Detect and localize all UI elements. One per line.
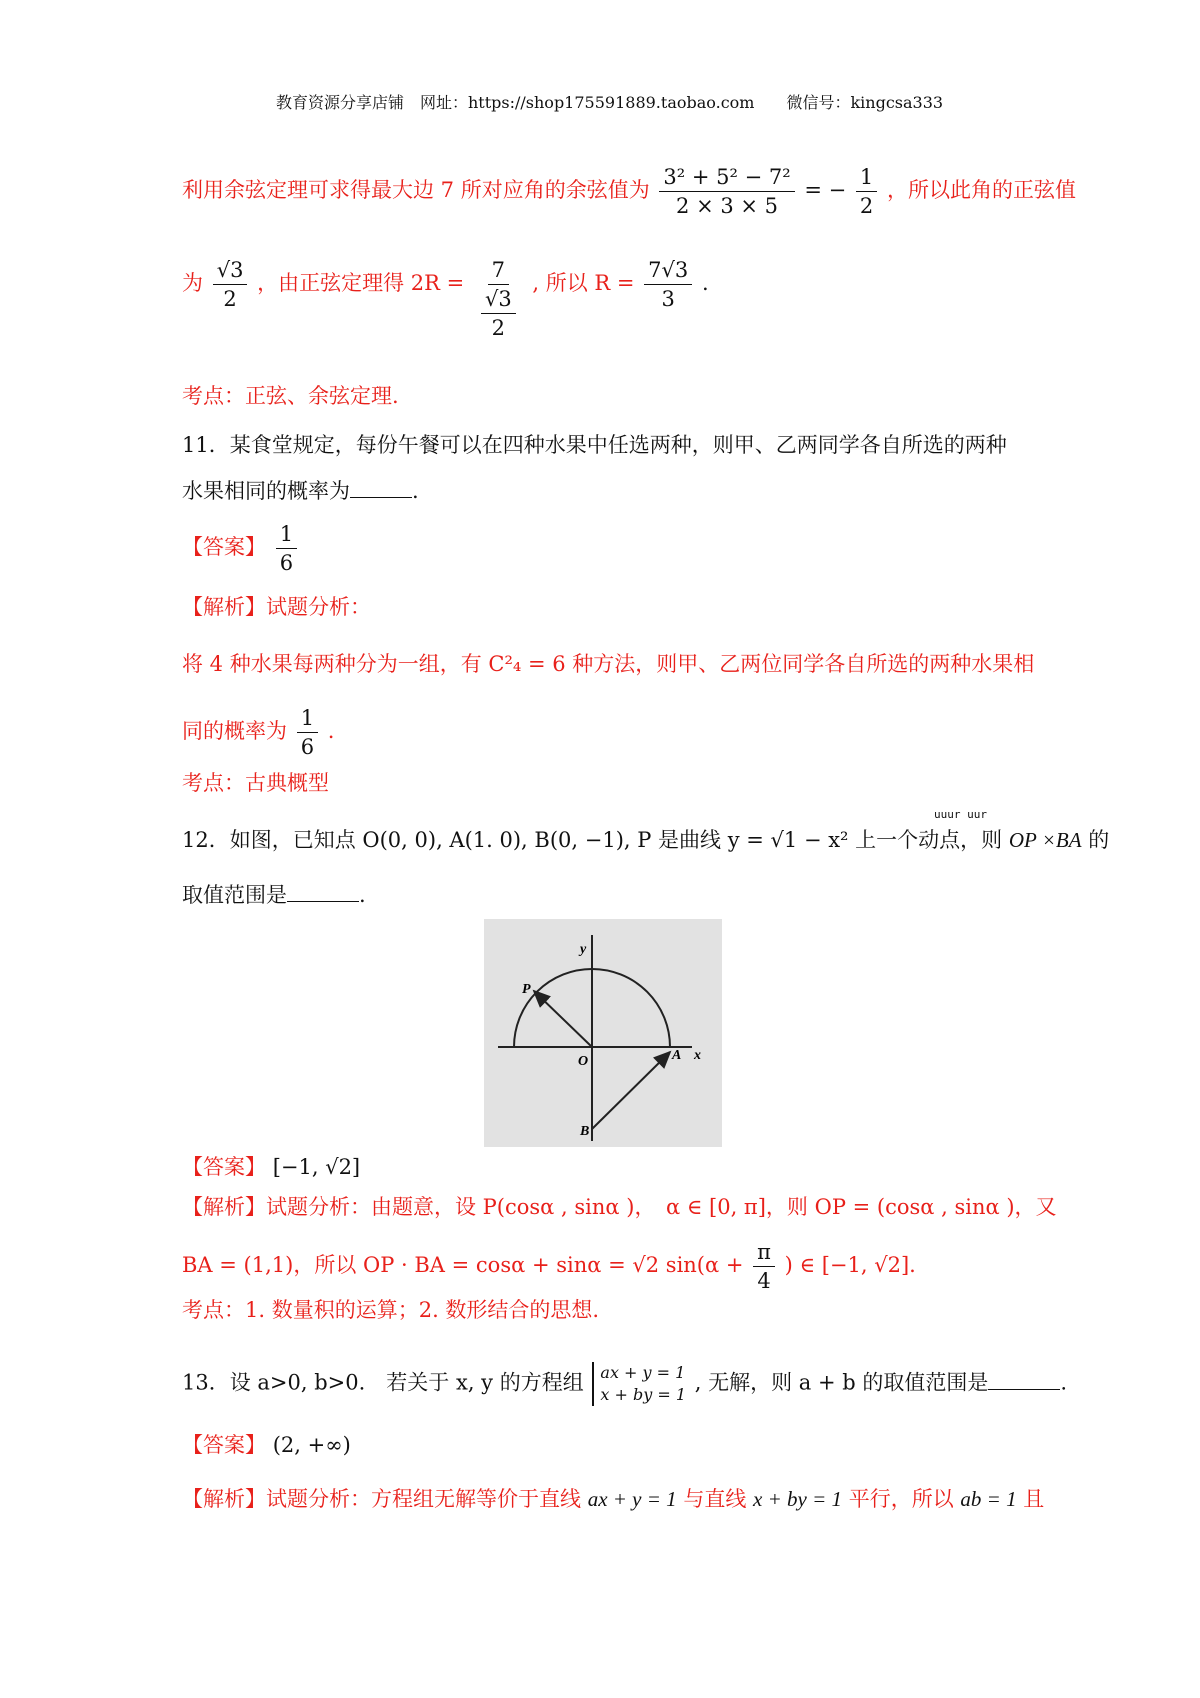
jiexi-label: 【解析】: [182, 1195, 266, 1219]
q10-eq: = −: [804, 178, 847, 202]
q12-stem-line1: [182, 827, 1109, 853]
q11-stem-line1: 11．某食堂规定，每份午餐可以在四种水果中任选两种，则甲、乙两同学各自所选的两种: [182, 433, 1007, 457]
line-equation-1: ax + y = 1: [587, 1487, 677, 1511]
answer-label: 【答案】: [182, 1155, 266, 1179]
q11-answer-fraction: [276, 522, 297, 575]
q11-solution-line1: 将 4 种水果每两种分为一组，有 C²₄ = 6 种方法，则甲、乙两位同学各自所选的两种水果相: [182, 652, 1035, 676]
fraction-denominator: 6: [300, 735, 315, 759]
q11-kaodian: 考点：古典概型: [182, 771, 329, 795]
q12-figure: [484, 919, 722, 1147]
q13-solution-text: 且: [1023, 1487, 1045, 1511]
fraction-denominator: [474, 285, 523, 340]
q12-solution-end: ) ∈ [−1, √2].: [784, 1253, 916, 1277]
q12-text: 取值范围是: [182, 883, 287, 907]
q12-text-end: .: [359, 883, 366, 907]
fraction-denominator: 4: [757, 1269, 771, 1293]
q11-text: 同的概率为: [182, 719, 287, 743]
q12-stem-line2: [182, 882, 366, 908]
line-equation-2: x + by = 1: [753, 1487, 843, 1511]
q13-answer: [182, 1432, 351, 1458]
q11-answer: [182, 522, 300, 575]
fraction-numerator: 1: [297, 706, 318, 733]
q13-solution-text: 平行，所以: [848, 1487, 954, 1511]
answer-value: [−1, √2]: [272, 1155, 361, 1179]
answer-blank: [287, 901, 359, 902]
fraction-numerator: 1: [856, 165, 877, 192]
q10-text-post: , 所以 R =: [532, 271, 635, 295]
vector-ba: [592, 1052, 670, 1129]
fraction-numerator: √3: [481, 287, 516, 314]
q10-R-fraction: [644, 258, 692, 311]
fraction-denominator: 2: [491, 316, 505, 340]
label-y: y: [580, 942, 587, 957]
q10-solution-line2: 为 $\frac{√3}{2}$ ，由正弦定理得 2R = $\frac{7}{\frac{√3}{2}}$ , 所以 R = $\frac{7√3}{3}$ .: [182, 258, 709, 340]
q11-jiexi: 【解析】试题分析：: [182, 595, 371, 619]
q12-answer: [182, 1154, 360, 1180]
fraction-numerator: √3: [213, 258, 248, 285]
equation-1: ax + y = 1: [600, 1363, 686, 1382]
fraction-numerator: 7√3: [644, 258, 692, 285]
fraction-numerator: 1: [276, 522, 297, 549]
fraction-denominator: 2: [223, 287, 237, 311]
pi-over-4-fraction: [753, 1240, 775, 1293]
q12-solution-text: BA = (1,1)，所以 OP · BA = cosα + sinα = √2 sin(α +: [182, 1253, 744, 1277]
q13-text-post: , 无解，则 a + b 的取值范围是: [694, 1370, 989, 1395]
semicircle-diagram: [484, 919, 722, 1147]
fraction-numerator: 7: [488, 258, 509, 285]
vector-op: [534, 991, 592, 1047]
answer-label: 【答案】: [182, 535, 266, 559]
product-condition: ab = 1: [960, 1487, 1017, 1511]
q11-text-end: .: [412, 479, 419, 503]
fraction-denominator: 2 × 3 × 5: [676, 194, 779, 218]
equation-system: [592, 1362, 686, 1406]
q10-half-fraction: [856, 165, 877, 218]
equation-2: x + by = 1: [600, 1385, 687, 1404]
q13-stem: [182, 1362, 1067, 1406]
fraction-denominator: 3: [661, 287, 675, 311]
label-o: O: [578, 1054, 589, 1069]
q11-solution-fraction: [297, 706, 318, 759]
q10-2R-fraction: [474, 258, 523, 340]
q13-text-end: .: [1060, 1370, 1068, 1395]
q13-text: 13．设 a>0, b>0. 若关于 x, y 的方程组: [182, 1370, 584, 1395]
q12-solution-line2: [182, 1240, 916, 1293]
q12-text: 12．如图，已知点 O(0, 0), A(1. 0), B(0, −1), P 是曲线 y = √1 − x² 上一个动点，则: [182, 828, 1003, 852]
q11-text: 水果相同的概率为: [182, 479, 350, 503]
answer-blank: [350, 497, 412, 498]
q10-text: 为: [182, 271, 203, 295]
q10-text: 利用余弦定理可求得最大边 7 所对应角的余弦值为: [182, 178, 650, 202]
q10-text-post: ，所以此角的正弦值: [886, 178, 1076, 202]
nested-fraction: [481, 287, 516, 340]
jiexi-label: 【解析】: [182, 1487, 266, 1511]
q10-solution-line1: [182, 165, 1076, 218]
q12-vector-annotation: uuur uur: [934, 808, 987, 821]
q13-solution-text: 与直线: [683, 1487, 747, 1511]
q12-solution-text: 试题分析：由题意，设 P(cosα , sinα )， α ∈ [0, π]，则 OP = (cosα , sinα )，又: [266, 1195, 1057, 1219]
fraction-denominator: 6: [279, 551, 294, 575]
answer-value: (2, +∞): [272, 1433, 351, 1457]
q13-solution-text: 试题分析：方程组无解等价于直线: [266, 1487, 581, 1511]
answer-label: 【答案】: [182, 1433, 266, 1457]
q10-sin-fraction: [213, 258, 248, 311]
fraction-denominator: 2: [859, 194, 874, 218]
q10-kaodian: 考点：正弦、余弦定理.: [182, 384, 399, 408]
q10-cos-fraction: [659, 165, 794, 218]
label-b: B: [580, 1124, 590, 1139]
label-x: x: [694, 1048, 701, 1063]
q11-stem-line2: [182, 478, 419, 504]
page-header: 教育资源分享店铺 网址：https://shop175591889.taobao.com 微信号：kingcsa333: [276, 93, 944, 112]
q12-vector-product: OP ×BA: [1008, 828, 1082, 852]
q11-solution-line2: [182, 706, 334, 759]
q11-text-end: .: [327, 719, 335, 743]
q10-text-mid: ，由正弦定理得 2R =: [257, 271, 465, 295]
q13-solution-line1: [182, 1486, 1044, 1512]
answer-blank: [988, 1389, 1060, 1390]
label-p: P: [522, 982, 531, 997]
fraction-numerator: π: [753, 1240, 775, 1267]
fraction-numerator: 3² + 5² − 7²: [659, 165, 794, 192]
q12-text-end: 的: [1088, 828, 1110, 852]
q12-solution-line1: [182, 1194, 1057, 1220]
q12-kaodian: 考点：1. 数量积的运算；2. 数形结合的思想.: [182, 1298, 600, 1322]
label-a: A: [672, 1048, 682, 1063]
